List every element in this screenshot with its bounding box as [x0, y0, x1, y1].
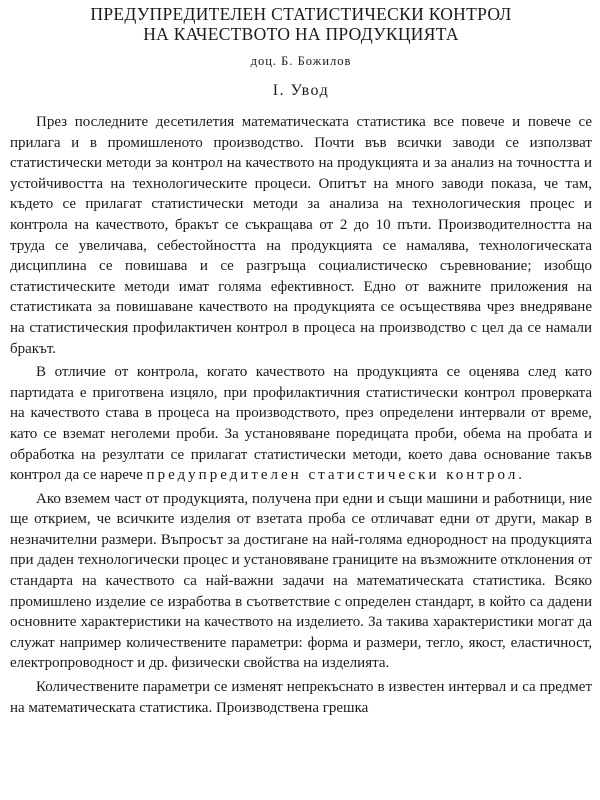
paragraph-2-text: В отличие от контрола, когато качеството на продукцията се оценява след като партидата е приготвена изцяло, при профилактичния статистически контрол проверката на качеството става в процеса на производството, през определени интервали от време, като се вземат неголеми проби. За установяване поредицата проби, обема на пробата и обработка на резултати се прилагат статистически методи, което дава основание такъв контрол да се нарече [10, 364, 592, 484]
title-line-2: НА КАЧЕСТВОТО НА ПРОДУКЦИЯТА [143, 24, 459, 44]
section-heading: I. Увод [272, 82, 330, 99]
body-text [10, 112, 592, 718]
emphasized-term: предупредителен статистически контрол. [146, 467, 526, 484]
paragraph-3: Ако вземем част от продукцията, получена при едни и същи машини и работници, ние ще открием, че всичките изделия от взетата проба се отличават едни от други, макар в незначителни размери. Въпросът за достигане на най-голяма еднородност на продукцията при даден технологически процес и установяване границите на възможните отклонения от стандарта на качеството са най-важни задачи на математическата статистика. Всяко промишлено изделие се изработва в съответствие с определен стандарт, в който са дадени основните характеристики на качеството на изделието. За такива характеристики могат да служат например количествените параметри: форма и размери, тегло, якост, еластичност, електропроводност и др. физически свойства на изделията. [10, 490, 592, 672]
document-title [10, 4, 592, 44]
author-name: доц. Б. Божилов [250, 54, 352, 68]
paragraph-2 [10, 362, 592, 486]
paragraph-4: Количествените параметри се изменят непрекъснато в известен интервал и са предмет на математическата статистика. Производствена грешка [10, 679, 592, 716]
title-line-1: ПРЕДУПРЕДИТЕЛЕН СТАТИСТИЧЕСКИ КОНТРОЛ [90, 4, 512, 24]
paragraph-1: През последните десетилетия математическата статистика все повече и повече се прилага и в промишленото производство. Почти във всички заводи се използват статистически методи за контрол на качеството на продукцията и за анализ на точността и устойчивостта на технологическите процеси. Опитът на много заводи показа, че там, където се прилагат статистически методи за анализа на технологическия процес и контрола на качеството, бракът се съкращава от 2 до 10 пъти. Производителността на труда се увеличава, себестойността на продукцията се намалява, технологическата дисциплина се повишава и се разгръща социалистическо съревнование; изобщо статистическите методи имат голяма ефективност. Едно от важните приложения на статистиката за повишаване качеството на продукцията се осъществява чрез внедряване на статистическия профилактичен контрол в процеса на производство с цел да се намали бракът. [10, 114, 592, 357]
